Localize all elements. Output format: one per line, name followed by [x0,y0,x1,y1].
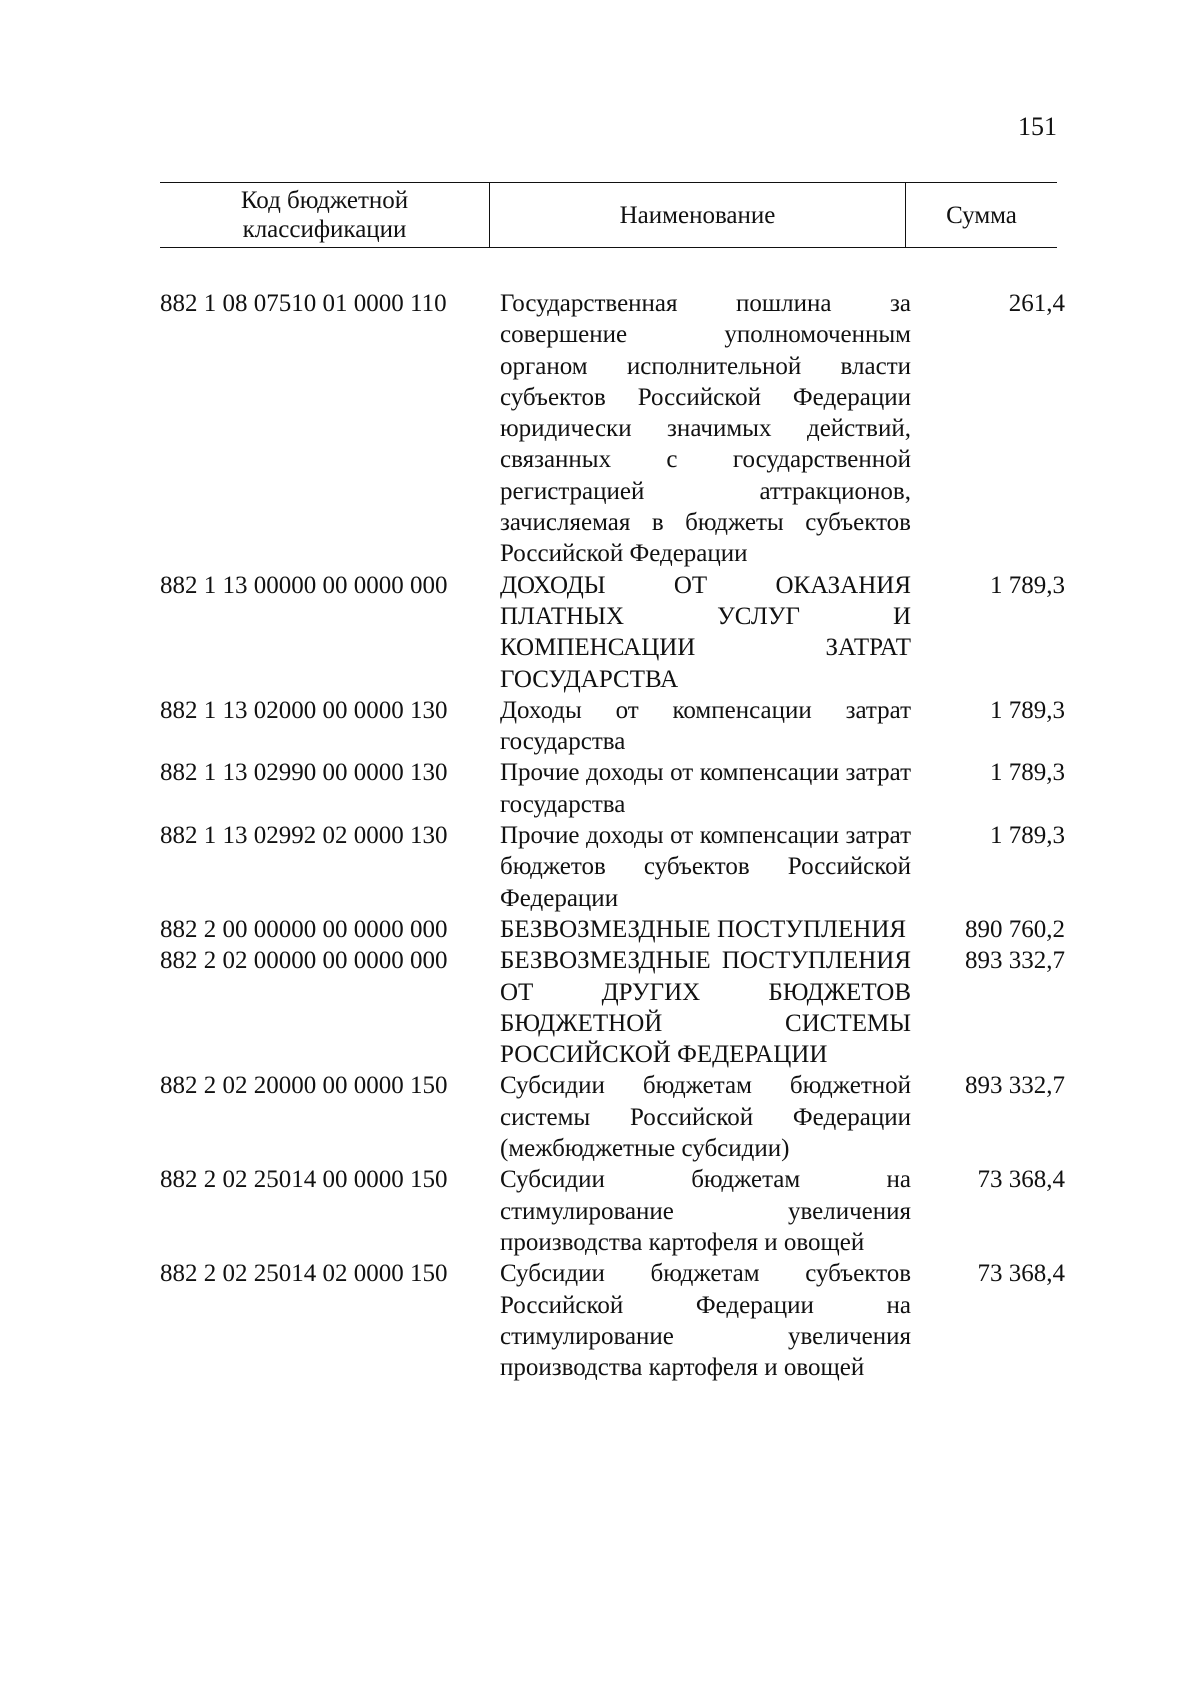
header-code: Код бюджетной классификации [160,183,490,247]
table-row [160,695,1065,758]
row-name: БЕЗВОЗМЕЗДНЫЕ ПОСТУПЛЕНИЯ ОТ ДРУГИХ БЮДЖЕТОВ БЮДЖЕТНОЙ СИСТЕМЫ РОССИЙСКОЙ ФЕДЕРАЦИИ [500,947,911,1069]
row-sum: 1 789,3 [990,571,1065,599]
row-sum: 1 789,3 [990,759,1065,787]
table-row [160,914,1065,945]
row-sum: 1 789,3 [990,822,1065,850]
table-row [160,288,1065,570]
row-name: Субсидии бюджетам на стимулирование увеличения производства картофеля и овощей [500,1166,911,1256]
table-row [160,1164,1065,1258]
header-sum: Сумма [946,201,1017,229]
table-row [160,570,1065,695]
row-code: 882 2 02 25014 00 0000 150 [160,1166,448,1194]
row-code: 882 2 00 00000 00 0000 000 [160,915,448,943]
row-sum: 893 332,7 [965,1072,1065,1100]
row-name: Государственная пошлина за совершение уполномоченным органом исполнительной власти субъектов Российской Федерации юридически значимых действий, связанных с государственной регистрацией аттракционов, зачисляемая в бюджеты субъектов Российской Федерации [500,290,911,568]
table-body [160,288,1065,1383]
row-code: 882 1 13 02992 02 0000 130 [160,822,448,850]
header-name: Наименование [490,183,906,247]
table-row [160,820,1065,914]
table-header [160,182,1057,248]
row-code: 882 2 02 00000 00 0000 000 [160,947,448,975]
row-code: 882 2 02 20000 00 0000 150 [160,1072,448,1100]
row-code: 882 1 13 00000 00 0000 000 [160,571,448,599]
row-name: Субсидии бюджетам субъектов Российской Федерации на стимулирование увеличения производства картофеля и овощей [500,1260,911,1382]
row-name: Доходы от компенсации затрат государства [500,696,911,756]
row-code: 882 1 13 02000 00 0000 130 [160,696,448,724]
row-name: Прочие доходы от компенсации затрат государства [500,759,911,818]
row-sum: 890 760,2 [965,915,1065,943]
row-name: БЕЗВОЗМЕЗДНЫЕ ПОСТУПЛЕНИЯ [500,915,907,943]
page-number: 151 [1018,112,1057,141]
row-sum: 73 368,4 [977,1166,1065,1194]
table-row [160,945,1065,1070]
row-code: 882 1 08 07510 01 0000 110 [160,290,447,317]
row-sum: 893 332,7 [965,947,1065,975]
table-row [160,757,1065,820]
table-row [160,1070,1065,1164]
row-name: Субсидии бюджетам бюджетной системы Российской Федерации (межбюджетные субсидии) [500,1072,911,1163]
row-sum: 73 368,4 [977,1260,1065,1288]
table-row [160,1258,1065,1383]
row-name: Прочие доходы от компенсации затрат бюджетов субъектов Российской Федерации [500,822,911,912]
row-code: 882 2 02 25014 02 0000 150 [160,1260,448,1288]
row-name: ДОХОДЫ ОТ ОКАЗАНИЯ ПЛАТНЫХ УСЛУГ И КОМПЕНСАЦИИ ЗАТРАТ ГОСУДАРСТВА [500,571,911,693]
row-sum: 261,4 [1008,290,1065,317]
row-code: 882 1 13 02990 00 0000 130 [160,759,448,787]
row-sum: 1 789,3 [990,696,1065,724]
